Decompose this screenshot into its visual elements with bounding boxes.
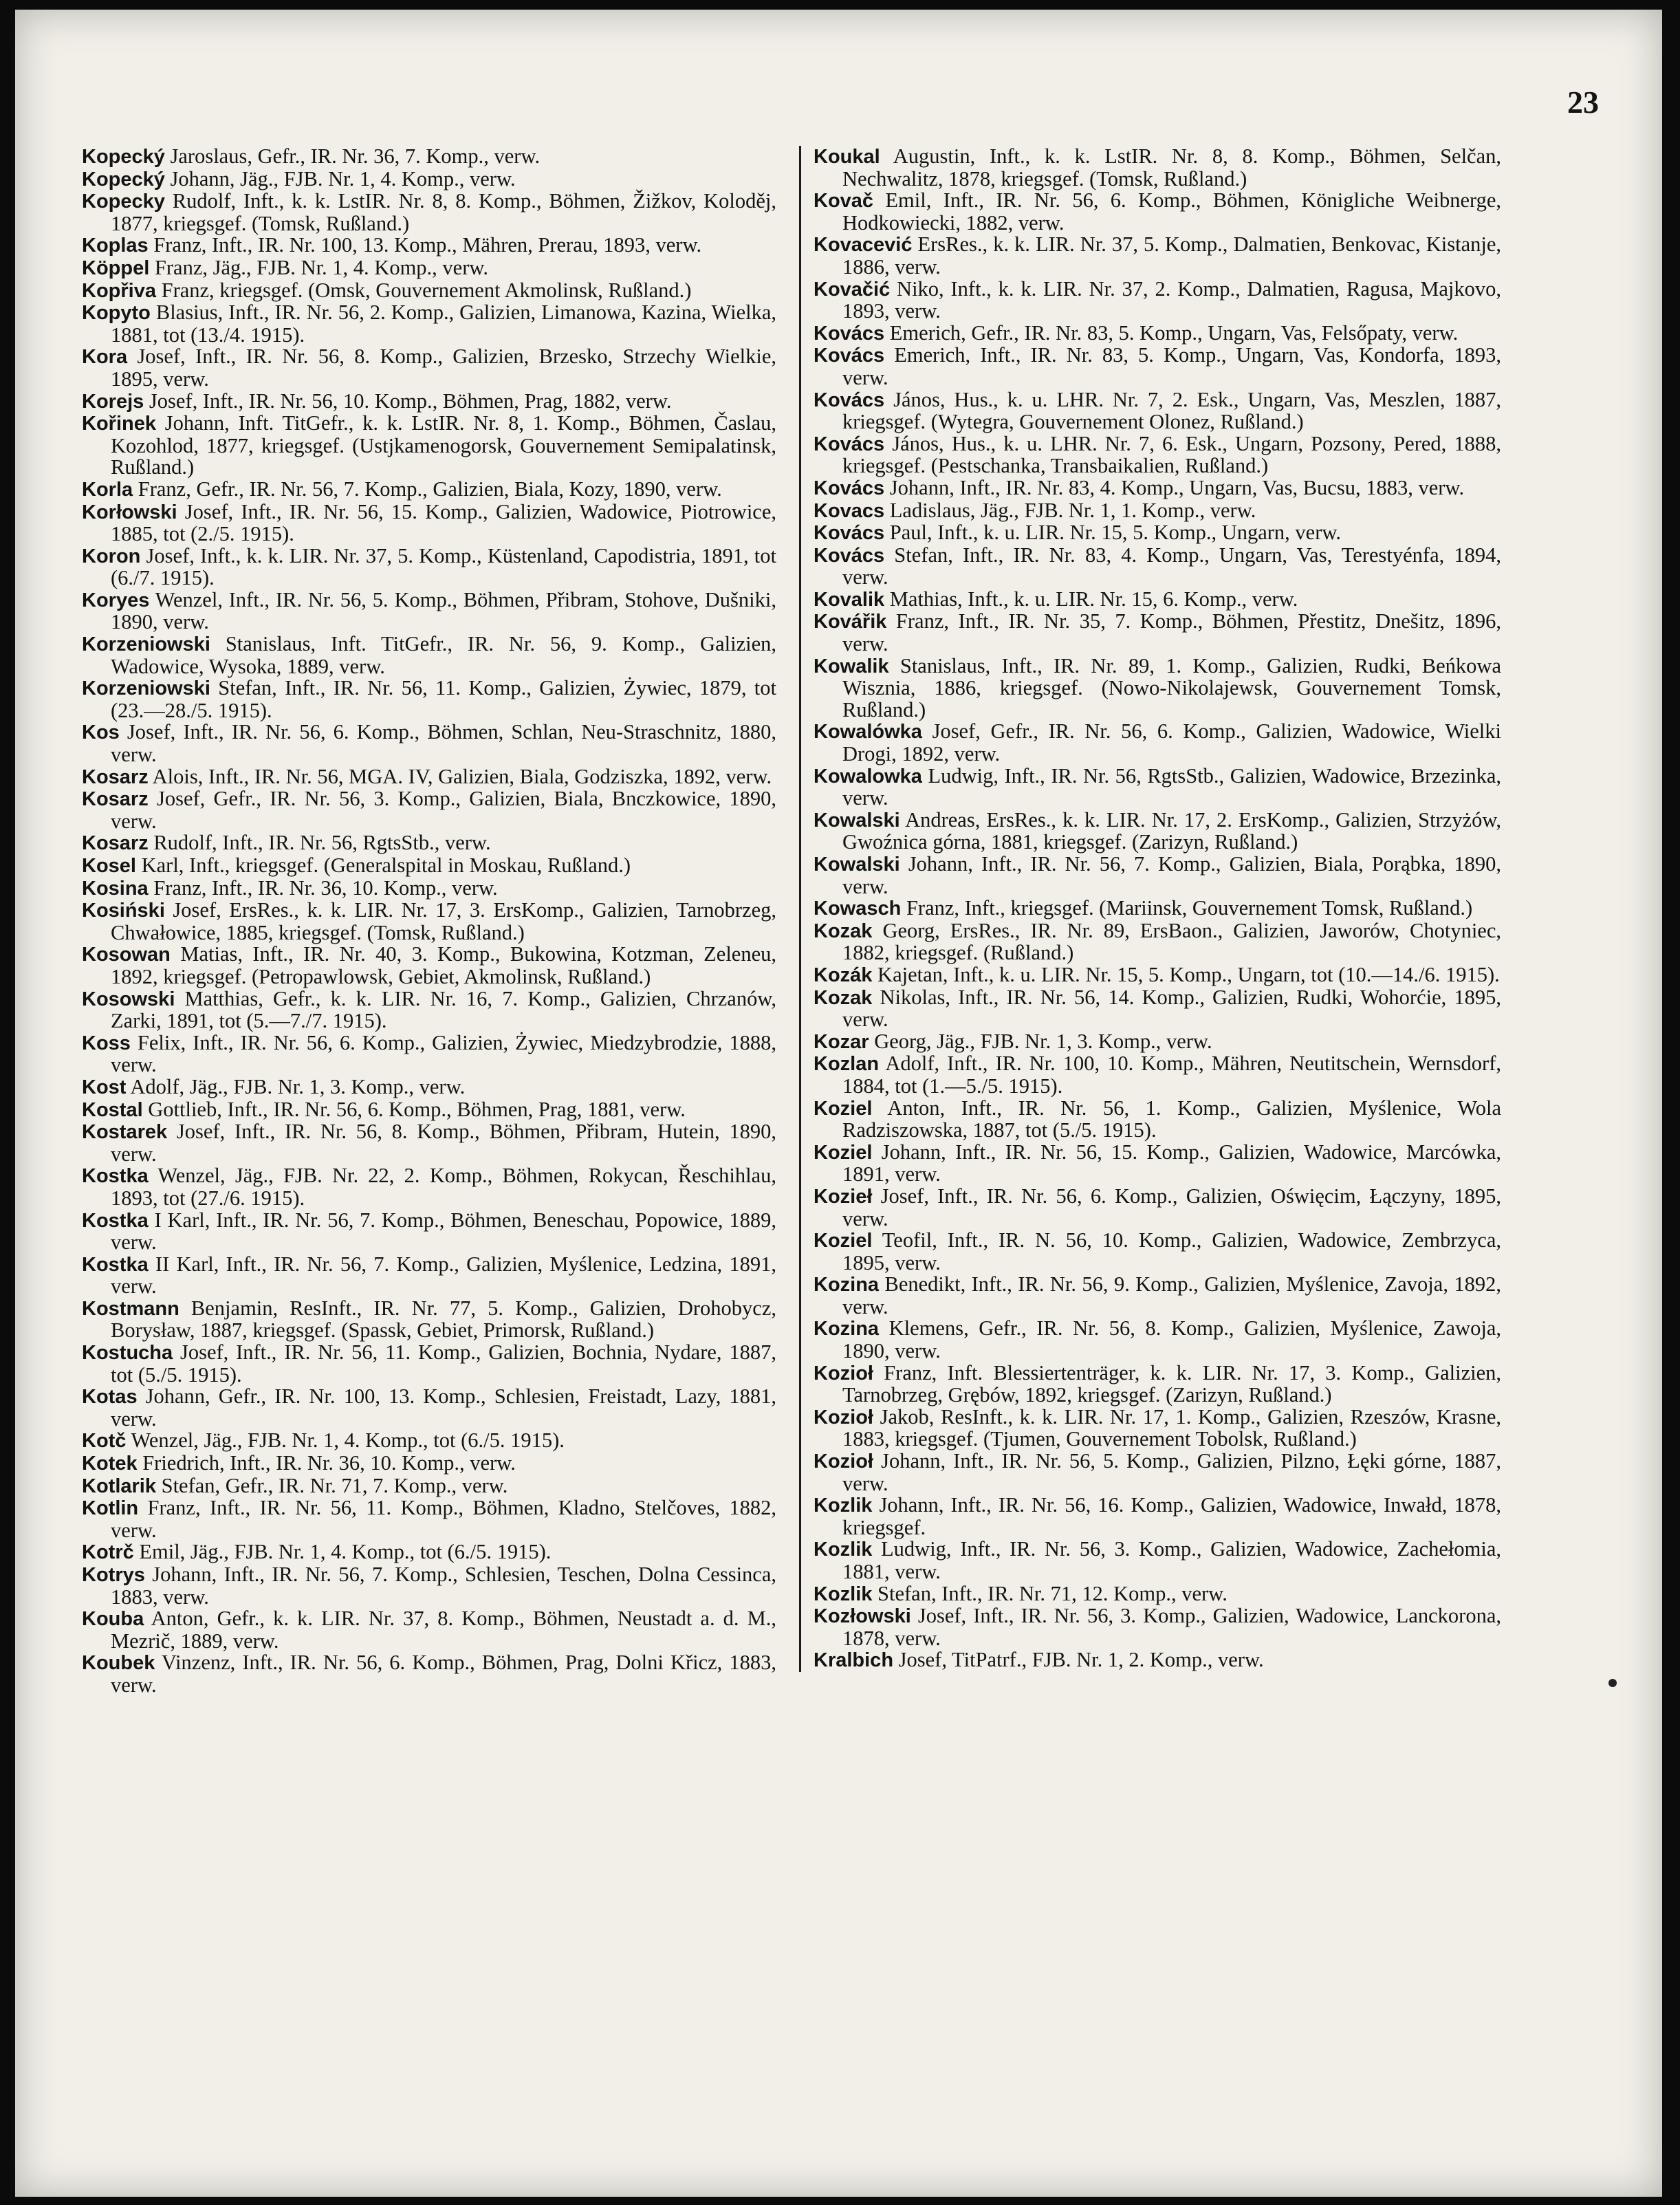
entry-details: Blasius, Inft., IR. Nr. 56, 2. Komp., Galizien, Limanowa, Kazina, Wielka, 1881, tot (13./4. 1915).	[111, 301, 776, 347]
entry-details: Adolf, Inft., IR. Nr. 100, 10. Komp., Mähren, Neutitschein, Wernsdorf, 1884, tot (1.—5./5. 1915).	[842, 1052, 1501, 1098]
entry-details: Stefan, Inft., IR. Nr. 56, 11. Komp., Galizien, Żywiec, 1879, tot (23.—28./5. 1915).	[111, 676, 776, 722]
entry-details: Friedrich, Inft., IR. Nr. 36, 10. Komp., verw.	[137, 1451, 516, 1475]
entry-surname: Kora	[82, 346, 128, 369]
list-entry	[814, 1230, 1501, 1274]
entry-details: János, Hus., k. u. LHR. Nr. 7, 2. Esk., Ungarn, Vas, Meszlen, 1887, kriegsgef. (Wytegra, Gouvernement Olonez, Rußland.)	[842, 387, 1501, 434]
list-entry	[814, 1451, 1501, 1495]
entry-surname: Kozioł	[814, 1362, 873, 1384]
entry-details: Emerich, Inft., IR. Nr. 83, 5. Komp., Ungarn, Vas, Kondorfa, 1893, verw.	[842, 343, 1501, 389]
entry-surname: Kosarz	[82, 832, 149, 855]
entry-surname: Kovács	[814, 389, 885, 411]
entry-details: Josef, Inft., IR. Nr. 56, 8. Komp., Böhmen, Přibram, Hutein, 1890, verw.	[111, 1120, 776, 1166]
entry-surname: Kovacs	[814, 499, 885, 522]
entry-details: Wenzel, Inft., IR. Nr. 56, 5. Komp., Böhmen, Přibram, Stohove, Dušniki, 1890, verw.	[111, 587, 776, 634]
entry-surname: Kosarz	[82, 765, 149, 788]
entry-details: Stanislaus, Inft. TitGefr., IR. Nr. 56, 9. Komp., Galizien, Wadowice, Wysoka, 1889, verw.	[111, 632, 776, 678]
list-entry	[82, 589, 776, 633]
entry-surname: Kowalski	[814, 854, 900, 876]
entry-details: Johann, Inft., IR. Nr. 83, 4. Komp., Ungarn, Vas, Bucsu, 1883, verw.	[884, 475, 1465, 499]
entry-surname: Kostka	[82, 1165, 149, 1188]
entry-details: Johann, Inft., IR. Nr. 56, 5. Komp., Galizien, Pilzno, Łęki górne, 1887, verw.	[842, 1449, 1501, 1495]
entry-surname: Kosiński	[82, 900, 165, 922]
entry-details: Johann, Inft., IR. Nr. 56, 16. Komp., Galizien, Wadowice, Inwałd, 1878, kriegsgef.	[842, 1493, 1501, 1539]
entry-details: Josef, Inft., IR. Nr. 56, 10. Komp., Böhmen, Prag, 1882, verw.	[144, 389, 672, 413]
entry-surname: Kotlarik	[82, 1475, 156, 1497]
entry-details: Franz, Inft., IR. Nr. 56, 11. Komp., Böhmen, Kladno, Stelčoves, 1882, verw.	[111, 1496, 776, 1542]
entry-details: Johann, Inft., IR. Nr. 56, 7. Komp., Schlesien, Teschen, Dolna Cessinca, 1883, verw.	[111, 1563, 776, 1609]
document-page	[15, 10, 1662, 2197]
entry-details: Emerich, Gefr., IR. Nr. 83, 5. Komp., Ungarn, Vas, Felsőpaty, verw.	[884, 321, 1459, 345]
entry-details: Emil, Jäg., FJB. Nr. 1, 4. Komp., tot (6./5. 1915).	[133, 1540, 552, 1564]
entry-surname: Kozlik	[814, 1495, 873, 1517]
list-entry	[82, 545, 776, 589]
entry-details: Niko, Inft., k. k. LIR. Nr. 37, 2. Komp., Dalmatien, Ragusa, Majkovo, 1893, verw.	[842, 276, 1501, 323]
list-entry	[814, 276, 1501, 323]
list-entry	[814, 655, 1501, 721]
list-entry	[814, 545, 1501, 589]
entry-details: Kajetan, Inft., k. u. LIR. Nr. 15, 5. Komp., Ungarn, tot (10.—14./6. 1915).	[872, 962, 1500, 986]
entry-surname: Kostka	[82, 1253, 149, 1276]
entry-surname: Koziel	[814, 1230, 873, 1252]
list-entry	[82, 788, 776, 832]
list-entry	[814, 807, 1501, 854]
entry-details: Anton, Gefr., k. k. LIR. Nr. 37, 8. Komp., Böhmen, Neustadt a. d. M., Mezrič, 1889, verw.	[111, 1607, 776, 1653]
list-entry	[82, 1032, 776, 1076]
entry-details: Anton, Inft., IR. Nr. 56, 1. Komp., Galizien, Myślenice, Wola Radziszowska, 1887, tot (5./5. 1915).	[842, 1096, 1501, 1142]
entry-details: Johann, Inft. TitGefr., k. k. LstIR. Nr. 8, 1. Komp., Böhmen, Časlau, Kozohlod, 1877, kriegsgef. (Ustjkamenogorsk, Gouvernement Semipalatinsk, Rußland.)	[111, 411, 776, 479]
list-entry	[814, 1649, 1501, 1672]
entry-details: Ludwig, Inft., IR. Nr. 56, 3. Komp., Galizien, Wadowice, Zachełomia, 1881, verw.	[842, 1537, 1501, 1583]
entry-surname: Kozlik	[814, 1539, 873, 1561]
entry-details: Josef, ErsRes., k. k. LIR. Nr. 17, 3. ErsKomp., Galizien, Tarnobrzeg, Chwałowice, 1885, kriegsgef. (Tomsk, Rußland.)	[111, 898, 776, 944]
entry-surname: Kozieł	[814, 1185, 873, 1208]
entry-details: Wenzel, Jäg., FJB. Nr. 1, 4. Komp., tot (6./5. 1915).	[126, 1429, 565, 1453]
list-entry	[814, 611, 1501, 655]
entry-details: ErsRes., k. k. LIR. Nr. 37, 5. Komp., Dalmatien, Benkovac, Kistanje, 1886, verw.	[842, 232, 1501, 279]
entry-surname: Kozioł	[814, 1451, 873, 1473]
list-entry	[82, 235, 776, 257]
list-entry	[82, 1541, 776, 1564]
entry-details: Josef, Inft., IR. Nr. 56, 6. Komp., Galizien, Oświęcim, Łączyny, 1895, verw.	[842, 1184, 1501, 1230]
entry-surname: Köppel	[82, 257, 150, 279]
entry-surname: Kořinek	[82, 413, 156, 435]
entry-surname: Korzeniowski	[82, 677, 210, 700]
list-entry	[82, 1076, 776, 1099]
list-entry	[82, 1121, 776, 1165]
list-entry	[814, 1098, 1501, 1142]
entry-surname: Koryes	[82, 589, 150, 611]
list-entry	[814, 146, 1501, 190]
entry-details: János, Hus., k. u. LHR. Nr. 7, 6. Esk., Ungarn, Pozsony, Pered, 1888, kriegsgef. (Pestschanka, Transbaikalien, Rußland.)	[842, 431, 1501, 478]
entry-surname: Kozak	[814, 920, 873, 942]
entry-surname: Kopecky	[82, 191, 165, 213]
list-entry	[82, 1254, 776, 1298]
list-entry	[82, 501, 776, 545]
entry-surname: Korejs	[82, 390, 144, 413]
list-entry	[814, 1318, 1501, 1362]
list-entry	[82, 878, 776, 900]
list-entry	[82, 280, 776, 303]
list-entry	[82, 1475, 776, 1498]
list-entry	[82, 1298, 776, 1342]
entry-details: Karl, Inft., kriegsgef. (Generalspital in Moskau, Rußland.)	[135, 854, 631, 877]
entry-details: Georg, ErsRes., IR. Nr. 89, ErsBaon., Galizien, Jaworów, Chotyniec, 1882, kriegsgef. (Rußland.)	[842, 918, 1501, 965]
list-entry	[814, 1406, 1501, 1451]
entry-surname: Kovács	[814, 322, 885, 345]
list-entry	[82, 988, 776, 1032]
entry-details: Nikolas, Inft., IR. Nr. 56, 14. Komp., Galizien, Rudki, Wohorćie, 1895, verw.	[842, 985, 1501, 1032]
entry-surname: Kozina	[814, 1318, 880, 1340]
entry-details: Josef, Gefr., IR. Nr. 56, 3. Komp., Galizien, Biala, Bnczkowice, 1890, verw.	[111, 787, 776, 833]
entry-surname: Koron	[82, 545, 141, 567]
list-entry	[82, 1608, 776, 1652]
entry-details: Franz, Inft., kriegsgef. (Mariinsk, Gouvernement Tomsk, Rußland.)	[901, 896, 1473, 920]
entry-details: Ludwig, Inft., IR. Nr. 56, RgtsStb., Galizien, Wadowice, Brzezinka, verw.	[842, 763, 1501, 810]
list-entry	[82, 721, 776, 765]
list-entry	[82, 900, 776, 944]
entry-details: Jakob, ResInft., k. k. LIR. Nr. 17, 1. Komp., Galizien, Rzeszów, Krasne, 1883, kriegsgef. (Tjumen, Gouvernement Tobolsk, Rußland.)	[842, 1404, 1501, 1451]
list-entry	[814, 1495, 1501, 1539]
entry-details: Josef, Gefr., IR. Nr. 56, 6. Komp., Galizien, Wadowice, Wielki Drogi, 1892, verw.	[842, 719, 1501, 766]
entry-surname: Kowalik	[814, 655, 889, 677]
entry-details: Franz, Jäg., FJB. Nr. 1, 4. Komp., verw.	[149, 255, 489, 279]
entry-surname: Kovalik	[814, 588, 885, 611]
list-entry	[82, 1652, 776, 1696]
entry-details: Josef, Inft., IR. Nr. 56, 15. Komp., Galizien, Wadowice, Piotrowice, 1885, tot (2./5. 1915).	[111, 499, 776, 546]
entry-details: Johann, Jäg., FJB. Nr. 1, 4. Komp., verw.	[164, 166, 516, 191]
entry-surname: Kozłowski	[814, 1605, 911, 1628]
entry-details: Wenzel, Jäg., FJB. Nr. 22, 2. Komp., Böhmen, Rokycan, Řeschihlau, 1893, tot (27./6. 1915).	[111, 1164, 776, 1210]
entry-surname: Kowalowka	[814, 765, 922, 788]
list-entry	[814, 1142, 1501, 1186]
entry-surname: Kozlik	[814, 1583, 873, 1605]
entry-details: Gottlieb, Inft., IR. Nr. 56, 6. Komp., Böhmen, Prag, 1881, verw.	[142, 1097, 686, 1121]
list-entry	[82, 1453, 776, 1475]
entry-details: Benedikt, Inft., IR. Nr. 56, 9. Komp., Galizien, Myślenice, Zavoja, 1892, verw.	[842, 1272, 1501, 1318]
list-entry	[814, 1539, 1501, 1583]
entry-details: Josef, Inft., k. k. LIR. Nr. 37, 5. Komp., Küstenland, Capodistria, 1891, tot (6./7. 1915).	[111, 543, 776, 590]
list-entry	[814, 433, 1501, 477]
entry-details: Josef, Inft., IR. Nr. 56, 11. Komp., Galizien, Bochnia, Nydare, 1887, tot (5./5. 1915).	[111, 1340, 776, 1387]
entry-details: Franz, Inft. Blessiertenträger, k. k. LIR. Nr. 17, 3. Komp., Galizien, Tarnobrzeg, Grębów, 1892, kriegsgef. (Zarizyn, Rußland.)	[842, 1360, 1501, 1407]
entry-surname: Koziel	[814, 1141, 873, 1164]
entry-details: Matias, Inft., IR. Nr. 40, 3. Komp., Bukowina, Kotzman, Zeleneu, 1892, kriegsgef. (Petropawlowsk, Gebiet, Akmolinsk, Rußland.)	[111, 942, 776, 988]
list-entry	[82, 1386, 776, 1430]
list-entry	[814, 190, 1501, 234]
entry-surname: Kosina	[82, 877, 149, 900]
entry-details: I Karl, Inft., IR. Nr. 56, 7. Komp., Böhmen, Beneschau, Popowice, 1889, verw.	[111, 1208, 776, 1254]
list-entry	[814, 500, 1501, 523]
entry-surname: Koukal	[814, 146, 880, 168]
entry-surname: Kowalówka	[814, 721, 922, 743]
entry-details: Franz, Inft., IR. Nr. 100, 13. Komp., Mähren, Prerau, 1893, verw.	[148, 233, 702, 257]
list-entry	[814, 234, 1501, 278]
entry-details: Alois, Inft., IR. Nr. 56, MGA. IV, Galizien, Biala, Godziszka, 1892, verw.	[148, 764, 772, 788]
entry-surname: Kozar	[814, 1030, 869, 1053]
entry-details: Franz, Inft., IR. Nr. 35, 7. Komp., Böhmen, Přestitz, Dnešitz, 1896, verw.	[842, 609, 1501, 656]
right-column	[799, 146, 1501, 1672]
entry-details: Emil, Inft., IR. Nr. 56, 6. Komp., Böhmen, Königliche Weibnerge, Hodkowiecki, 1882, verw.	[842, 188, 1501, 235]
list-entry	[82, 1497, 776, 1541]
list-entry	[814, 1583, 1501, 1606]
list-entry	[82, 944, 776, 988]
list-entry	[814, 721, 1501, 765]
entry-details: Stefan, Gefr., IR. Nr. 71, 7. Komp., verw.	[155, 1473, 508, 1497]
list-entry	[814, 522, 1501, 545]
list-entry	[814, 765, 1501, 810]
entry-details: Stefan, Inft., IR. Nr. 83, 4. Komp., Ungarn, Vas, Terestyénfa, 1894, verw.	[842, 543, 1501, 589]
entry-surname: Kozlan	[814, 1053, 880, 1076]
entry-details: Josef, Inft., IR. Nr. 56, 6. Komp., Böhmen, Schlan, Neu-Straschnitz, 1880, verw.	[111, 720, 776, 767]
list-entry	[82, 1430, 776, 1453]
list-entry	[82, 1165, 776, 1209]
list-entry	[82, 146, 776, 169]
entry-details: Franz, Inft., IR. Nr. 36, 10. Komp., verw.	[148, 876, 498, 900]
entry-surname: Kopyto	[82, 302, 151, 325]
entry-surname: Kovács	[814, 433, 885, 455]
entry-surname: Kotč	[82, 1430, 127, 1453]
entry-details: Stefan, Inft., IR. Nr. 71, 12. Komp., verw.	[872, 1581, 1228, 1605]
entry-surname: Kovács	[814, 345, 885, 367]
entry-surname: Kopřiva	[82, 279, 156, 302]
entry-details: Adolf, Jäg., FJB. Nr. 1, 3. Komp., verw.	[126, 1074, 466, 1098]
entry-details: Rudolf, Inft., IR. Nr. 56, RgtsStb., verw.	[148, 831, 491, 855]
entry-details: Matthias, Gefr., k. k. LIR. Nr. 16, 7. Komp., Galizien, Chrzanów, Zarki, 1891, tot (5.—7./7. 1915).	[111, 986, 776, 1033]
list-entry	[82, 1342, 776, 1386]
entry-surname: Kozioł	[814, 1406, 873, 1429]
entry-details: Andreas, ErsRes., k. k. LIR. Nr. 17, 2. ErsKomp., Galizien, Strzyżów, Gwoźnica górna, 1881, kriegsgef. (Zarizyn, Rußland.)	[842, 807, 1501, 854]
entry-surname: Koubek	[82, 1652, 155, 1675]
entry-surname: Kouba	[82, 1608, 144, 1631]
entry-details: Rudolf, Inft., k. k. LstIR. Nr. 8, 8. Komp., Böhmen, Žižkov, Koloděj, 1877, kriegsgef. (Tomsk, Rußland.)	[111, 189, 776, 235]
entry-details: Josef, Inft., IR. Nr. 56, 8. Komp., Galizien, Brzesko, Strzechy Wielkie, 1895, verw.	[111, 345, 776, 391]
list-entry	[82, 832, 776, 855]
entry-surname: Kozak	[814, 986, 873, 1009]
list-entry	[814, 1186, 1501, 1230]
entry-surname: Kotek	[82, 1453, 138, 1475]
entry-details: Johann, Inft., IR. Nr. 56, 7. Komp., Galizien, Biala, Porąbka, 1890, verw.	[842, 852, 1501, 898]
entry-surname: Kovačić	[814, 278, 891, 301]
entry-surname: Kos	[82, 721, 120, 744]
list-entry	[814, 854, 1501, 898]
entry-surname: Kozina	[814, 1274, 880, 1296]
entry-surname: Kostmann	[82, 1297, 179, 1320]
list-entry	[82, 855, 776, 878]
entry-surname: Korłowski	[82, 501, 177, 523]
list-entry	[814, 964, 1501, 987]
list-entry	[82, 166, 776, 191]
list-entry	[82, 766, 776, 789]
entry-surname: Kostal	[82, 1098, 143, 1121]
entry-surname: Korzeniowski	[82, 633, 210, 656]
entry-details: Georg, Jäg., FJB. Nr. 1, 3. Komp., verw.	[869, 1029, 1212, 1053]
entry-surname: Kovač	[814, 190, 874, 213]
list-entry	[814, 1362, 1501, 1406]
list-entry	[82, 1099, 776, 1122]
entry-surname: Kotlin	[82, 1497, 139, 1520]
entry-details: Felix, Inft., IR. Nr. 56, 6. Komp., Galizien, Żywiec, Miedzybrodzie, 1888, verw.	[111, 1030, 776, 1077]
entry-surname: Kowasch	[814, 898, 902, 920]
entry-surname: Kotas	[82, 1386, 138, 1409]
entry-surname: Kotrč	[82, 1541, 134, 1564]
entry-details: Stanislaus, Inft., IR. Nr. 89, 1. Komp., Galizien, Rudki, Beńkowa Wisznia, 1886, kriegsgef. (Nowo-Nikolajewsk, Gouvernement Tomsk, Rußland.)	[842, 653, 1501, 721]
entry-surname: Kopecký	[82, 146, 165, 168]
entry-surname: Kosarz	[82, 788, 149, 811]
entry-details: Josef, Inft., IR. Nr. 56, 3. Komp., Galizien, Wadowice, Lanckorona, 1878, verw.	[842, 1604, 1501, 1650]
left-column	[82, 146, 776, 1697]
entry-surname: Kostka	[82, 1209, 149, 1232]
list-entry	[814, 987, 1501, 1031]
entry-details: Franz, kriegsgef. (Omsk, Gouvernement Akmolinsk, Rußland.)	[155, 278, 692, 302]
list-entry	[814, 1605, 1501, 1649]
list-entry	[82, 677, 776, 721]
entry-surname: Koplas	[82, 235, 149, 257]
list-entry	[814, 589, 1501, 611]
entry-details: Johann, Gefr., IR. Nr. 100, 13. Komp., Schlesien, Freistadt, Lazy, 1881, verw.	[111, 1384, 776, 1431]
list-entry	[814, 389, 1501, 433]
entry-details: Teofil, Inft., IR. N. 56, 10. Komp., Galizien, Wadowice, Zembrzyca, 1895, verw.	[842, 1228, 1501, 1274]
entry-details: Klemens, Gefr., IR. Nr. 56, 8. Komp., Galizien, Myślenice, Zawoja, 1890, verw.	[842, 1316, 1501, 1363]
list-entry	[82, 302, 776, 346]
entry-details: Franz, Gefr., IR. Nr. 56, 7. Komp., Galizien, Biala, Kozy, 1890, verw.	[133, 477, 722, 501]
entry-details: Benjamin, ResInft., IR. Nr. 77, 5. Komp., Galizien, Drohobycz, Borysław, 1887, kriegsgef. (Spassk, Gebiet, Primorsk, Rußland.)	[111, 1296, 776, 1343]
entry-surname: Kovářik	[814, 611, 887, 633]
list-entry	[82, 346, 776, 390]
list-entry	[814, 1053, 1501, 1097]
entry-surname: Kozák	[814, 964, 873, 986]
list-entry	[814, 1274, 1501, 1318]
entry-surname: Kost	[82, 1076, 127, 1098]
entry-surname: Koziel	[814, 1097, 873, 1120]
entry-details: Josef, TitPatrf., FJB. Nr. 1, 2. Komp., verw.	[893, 1648, 1264, 1672]
entry-details: Paul, Inft., k. u. LIR. Nr. 15, 5. Komp., Ungarn, verw.	[884, 521, 1342, 545]
list-entry	[814, 323, 1501, 345]
entry-surname: Kovács	[814, 522, 885, 545]
list-entry	[814, 1031, 1501, 1054]
list-entry	[82, 191, 776, 235]
list-entry	[82, 1210, 776, 1254]
entry-details: Ladislaus, Jäg., FJB. Nr. 1, 1. Komp., verw.	[884, 498, 1256, 522]
list-entry	[814, 920, 1501, 964]
entry-details: Augustin, Inft., k. k. LstIR. Nr. 8, 8. Komp., Böhmen, Selčan, Nechwalitz, 1878, kriegsgef. (Tomsk, Rußland.)	[842, 144, 1501, 191]
list-entry	[82, 1564, 776, 1608]
entry-surname: Koss	[82, 1032, 131, 1054]
list-entry	[82, 413, 776, 479]
entry-surname: Kotrys	[82, 1564, 145, 1586]
entry-surname: Kostucha	[82, 1342, 173, 1365]
list-entry	[82, 479, 776, 501]
list-entry	[82, 633, 776, 677]
list-entry	[814, 345, 1501, 389]
list-entry	[82, 257, 776, 280]
entry-surname: Kowalski	[814, 809, 900, 832]
list-entry	[82, 391, 776, 413]
entry-surname: Kosowski	[82, 988, 175, 1010]
list-entry	[814, 898, 1501, 920]
entry-surname: Kovacević	[814, 234, 913, 257]
entry-surname: Kostarek	[82, 1121, 168, 1144]
entry-surname: Korla	[82, 478, 133, 501]
entry-surname: Kovács	[814, 477, 885, 499]
entry-details: Jaroslaus, Gefr., IR. Nr. 36, 7. Komp., verw.	[164, 144, 541, 168]
entry-surname: Kovács	[814, 544, 885, 567]
entry-surname: Kosel	[82, 855, 136, 877]
entry-surname: Kosowan	[82, 944, 171, 966]
print-speck	[1608, 1679, 1617, 1687]
entry-details: II Karl, Inft., IR. Nr. 56, 7. Komp., Galizien, Myślenice, Ledzina, 1891, verw.	[111, 1252, 776, 1299]
entry-surname: Kopecký	[82, 168, 165, 191]
entry-surname: Kralbich	[814, 1649, 894, 1672]
entry-details: Johann, Inft., IR. Nr. 56, 15. Komp., Galizien, Wadowice, Marcówka, 1891, verw.	[842, 1140, 1501, 1186]
page-number: 23	[1567, 85, 1599, 120]
list-entry	[814, 477, 1501, 500]
entry-details: Vinzenz, Inft., IR. Nr. 56, 6. Komp., Böhmen, Prag, Dolni Křicz, 1883, verw.	[111, 1651, 776, 1697]
entry-details: Mathias, Inft., k. u. LIR. Nr. 15, 6. Komp., verw.	[884, 587, 1298, 611]
